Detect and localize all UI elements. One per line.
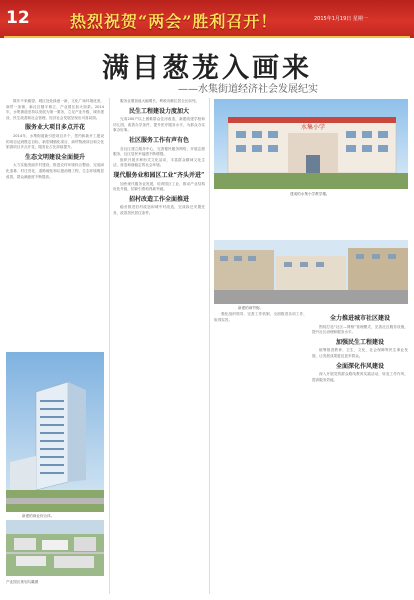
body-paragraph: 加快现代服务业发展，培育园区工业，推动产业结构优化升级，招商引资取得新突破。 <box>113 181 205 192</box>
school-sign: 水集小学 <box>300 124 326 131</box>
article-column-2 <box>113 99 205 577</box>
body-paragraph: 2014年，水集街道新引进项目多个，签约和新开工建设的项目达到既定目标，新型城镇化项目、商贸物流项目和文化旅游项目多点开花，服务业占比持续提升。 <box>6 133 104 150</box>
section-heading: 民生工程建设力度加大 <box>128 107 189 115</box>
building-illustration <box>6 352 104 512</box>
page-number: 12 <box>6 8 30 28</box>
photo-caption: 新建的商贸街。 <box>238 306 264 310</box>
page-headline: 满目葱茏入画来 <box>102 53 312 84</box>
section-heading: 服务业大项目多点开花 <box>24 124 85 132</box>
photo-caption: 新建的商业综合体。 <box>22 514 55 518</box>
banner-title: 热烈祝贺“两会”胜利召开！ <box>70 12 278 31</box>
section-heading: 生态文明建设全面提升 <box>24 153 85 161</box>
date-line: 2015年1月19日 星期一 <box>314 16 368 22</box>
photo-caption: 产业园区规划鸟瞰图 <box>6 580 39 584</box>
body-paragraph: 大力实施美丽乡村建设，推进农村环境综合整治，完成绿化造林、村庄亮化、道路硬化和垃圾治理工程，生态环境明显改善，群众满意度不断提高。 <box>6 163 104 179</box>
body-paragraph: 深入开展党的群众路线教育实践活动，转变工作作风，提高服务效能。 <box>312 372 408 382</box>
banner-divider <box>4 36 410 38</box>
section-heading: 全力推进城市社区建设 <box>329 315 390 322</box>
photo-caption: 建成的水集小学教学楼。 <box>290 192 330 196</box>
column-divider <box>209 98 210 594</box>
body-paragraph: 各社区建立服务中心，完善便民服务网络，开展志愿服务，社区居民幸福感不断增强。 <box>113 146 205 157</box>
street-illustration <box>214 240 408 304</box>
aerial-photo <box>6 520 104 576</box>
body-paragraph: 强化组织领导，完善工作机制，全面推进各项工作，取得实效。 <box>214 312 307 322</box>
article-column-3a <box>214 312 307 578</box>
body-paragraph: 围绕打造“社区—网格”管理模式，完善社区服务设施，提升社区治理和服务水平。 <box>312 324 408 335</box>
section-heading: 现代服务业和园区工业“齐头并进” <box>113 171 205 179</box>
body-paragraph: 组织开展多种形式文化活动，丰富群众精神文化生活，营造和谐稳定的社会环境。 <box>113 157 205 168</box>
street-photo <box>214 240 408 304</box>
building-photo <box>6 352 104 512</box>
section-heading: 加强民生工程建设 <box>335 338 384 346</box>
section-heading: 全面深化作风建设 <box>335 362 384 370</box>
intro-paragraph: 服务业增加值大幅增长，利税贡献位居全区前列。 <box>120 99 200 103</box>
header-bar <box>0 0 414 38</box>
body-paragraph: 统筹推进教育、卫生、文化、社会保障等民生事业发展，让发展成果惠及更多群众。 <box>312 348 408 358</box>
school-photo <box>214 99 408 189</box>
body-paragraph: 稳妥推进旧村改造和城中村改造，完成拆迁安置任务，改善居民居住条件。 <box>113 205 205 215</box>
column-divider <box>109 98 110 594</box>
body-paragraph: 完成200户以上困难群众住房改造，新建改建学校和幼儿园，改善办学条件，提升医疗服务水平，为群众办实事办好事。 <box>113 117 205 133</box>
page-subheadline: ——水集街道经济社会发展纪实 <box>178 84 318 95</box>
aerial-illustration <box>6 520 104 576</box>
section-heading: 招村改造工作全面推进 <box>128 195 189 203</box>
intro-paragraph: 数年不来瞻望，城区处处绿意一新，文化广场环境优美，商贸一条街、新社区楼宇林立、产业园区如火如荼。2014年，水集街道坚持以发展为第一要务，立足产业升级、城市建设、民生改善和社会管理，经济社会发展呈现出可喜局面。 <box>6 99 104 120</box>
school-illustration <box>214 99 408 189</box>
article-column-3b <box>312 312 408 578</box>
article-column-1 <box>6 99 104 349</box>
section-heading: 社区服务工作有声有色 <box>128 136 189 144</box>
